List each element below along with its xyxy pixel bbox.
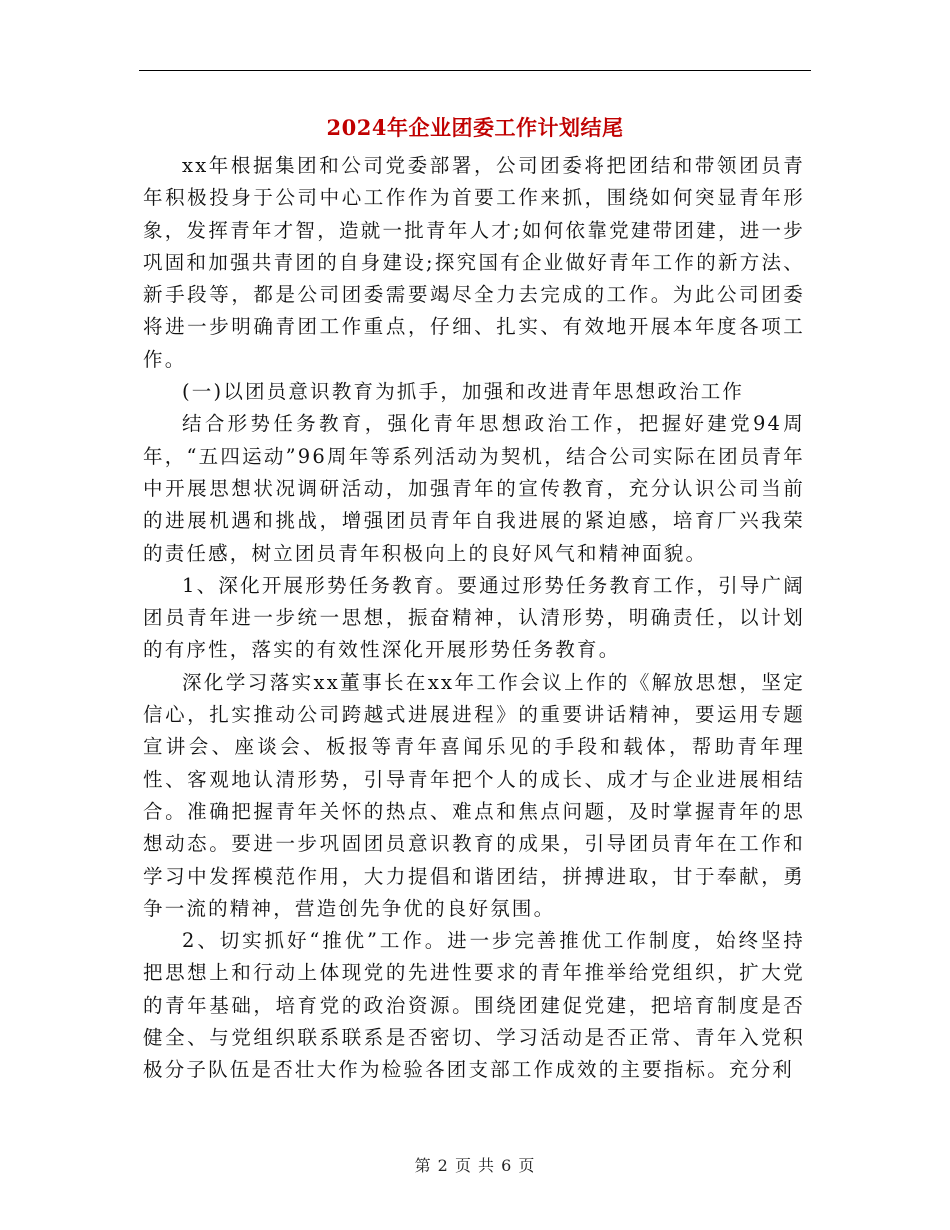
paragraph-item-1-detail: 深化学习落实xx董事长在xx年工作会议上作的《解放思想，坚定信心，扎实推动公司跨越式进展进程》的重要讲话精神，要运用专题宣讲会、座谈会、板报等青年喜闻乐见的手段和载体，帮助青年理性、客观地认清形势，引导青年把个人的成长、成才与企业进展相结合。准确把握青年关怀的热点、难点和焦点问题，及时掌握青年的思想动态。要进一步巩固团员意识教育的成果，引导团员青年在工作和学习中发挥模范作用，大力提倡和谐团结，拼搏进取，甘于奉献，勇争一流的精神，营造创先争优的良好氛围。 bbox=[143, 670, 805, 920]
paragraph-item-2: 2、切实抓好“推优”工作。进一步完善推优工作制度，始终坚持把思想上和行动上体现党的先进性要求的青年推举给党组织，扩大党的青年基础，培育党的政治资源。围绕团建促党建，把培育制度是否健全、与党组织联系联系是否密切、学习活动是否正常、青年入党积极分子队伍是否壮大作为检验各团支部工作成效的主要指标。充分利 bbox=[143, 929, 805, 1082]
paragraph-intro: xx年根据集团和公司党委部署，公司团委将把团结和带领团员青年积极投身于公司中心工作作为首要工作来抓，围绕如何突显青年形象，发挥青年才智，造就一批青年人才;如何依靠党建带团建，进一步巩固和加强共青团的自身建设;探究国有企业做好青年工作的新方法、新手段等，都是公司团委需要竭尽全力去完成的工作。为此公司团委将进一步明确青团工作重点，仔细、扎实、有效地开展本年度各项工作。 bbox=[143, 154, 805, 371]
document-title: 2024年企业团委工作计划结尾 bbox=[326, 115, 624, 140]
page-number: 第 2 页 共 6 页 bbox=[414, 1156, 536, 1175]
paragraph-section-1: 结合形势任务教育，强化青年思想政治工作，把握好建党94周年，“五四运动”96周年等系列活动为契机，结合公司实际在团员青年中开展思想状况调研活动，加强青年的宣传教育，充分认识公司当前的进展机遇和挑战，增强团员青年自我进展的紧迫感，培育厂兴我荣的责任感，树立团员青年积极向上的良好风气和精神面貌。 bbox=[143, 412, 805, 565]
paragraph-item-1: 1、深化开展形势任务教育。要通过形势任务教育工作，引导广阔团员青年进一步统一思想，振奋精神，认清形势，明确责任，以计划的有序性，落实的有效性深化开展形势任务教育。 bbox=[143, 573, 805, 662]
document-body bbox=[143, 150, 805, 1087]
section-heading-1: (一)以团员意识教育为抓手，加强和改进青年思想政治工作 bbox=[182, 380, 745, 404]
header-rule bbox=[139, 70, 811, 71]
